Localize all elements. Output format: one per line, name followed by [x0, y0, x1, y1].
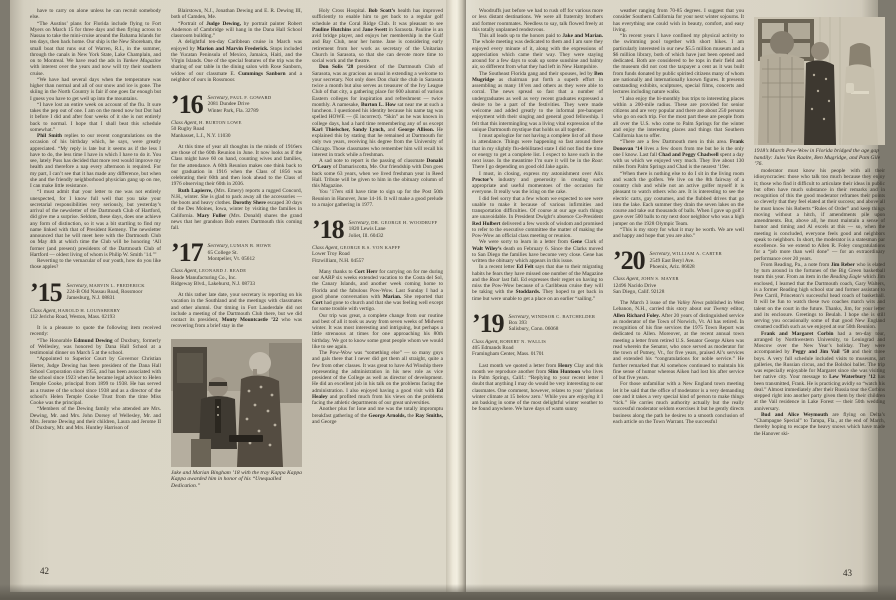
class-agent-block: Class Agent, HAROLD H. LOUNSBERRY 112 Jericho Road, Weston, Mass. 02193: [30, 307, 121, 320]
body-paragraph: You ’17ers still have time to sign up for the Post 50th Reunion in Hanover, June 14-16. It will make a good prelude to a major gathering in 1977.: [312, 189, 443, 208]
class-section-header: [613, 246, 744, 295]
body-paragraph: “I must admit that your letter to me was not entirely unexpected, for I know full well that you take your secretarial responsibilities very seriously, but yesterday’s arrival of the newsletter of the Dartmouth Club of Hartford, did give me a surprise. Seldom, these days, does one achieve any form of distinction, so it was a bit startling to find my name linked with that of President Kemeny. The newsletter announced that he will meet here with the Dartmouth Club on May 4th at which time the Club will be honoring ‘All former (and present) presidents of the Dartmouth Club of Hartford — oldest living of whom is Philip W. Smith ’14.’”: [30, 189, 161, 258]
body-paragraph: Bud and Alice Weymouth are flying on Delta’s “Champagne Special” to Tampa, Fla., at the end of March, thereby hoping to escape the heavy snows which have made the Hanover ski-: [754, 411, 885, 437]
body-paragraph: “Portrait of Judge Dewing, by portrait painter Robert Anderson of Cambridge will hang in the Dana Hall School classroom building.”: [171, 20, 302, 39]
class-agent-block: Class Agent, ROBERT N. WALLIS 405 Edmands Road Framingham Center, Mass. 01701: [472, 338, 547, 358]
body-paragraph: “I also enjoy the bi-monthly bus trips to interesting places within a 200-mile radius. These are provided for senior citizens and are very popular and there are about 250 persons who go on each trip. For the most part these are people from all over the U.S. who come to Palm Springs for the winter and enjoy the interesting places and things that Southern California has to offer.: [613, 95, 744, 139]
body-paragraph: I must, in closing, express my astonishment over Alix Proctor’s industry and generosity in creating such appropriate and useful momentoes of the occasion for everyone. It really was the icing on the cake.: [472, 170, 603, 196]
body-paragraph: We were sorry to learn in a letter from Gene Clark of Walt Wiley’s death on February 6. Since the Clarks moved to San Diego the families have become very close. Gene has written the obituary which appears in this issue.: [472, 239, 603, 264]
class-year-numeral: ’16: [171, 90, 203, 119]
body-paragraph: At this time of year all thoughts in the minds of 1916ers are those of the 60th Reunion in June. It now looks as if the Class might have 60 on hand, counting wives and families, for the attendance. A 60th Reunion makes one think back to our graduation in 1916 when the Class of 1856 was celebrating their 60th and then look ahead to the Class of 1976 observing their 60th in 2036.: [171, 143, 302, 188]
body-paragraph: weather ranging from 70-85 degrees. I suggest that you consider Southern California for your next winter sojourns. It has everything one could wish in beauty, comfort, and easy living.: [613, 8, 744, 33]
bingham-photo-figure: [171, 339, 302, 490]
column-right-1: [472, 8, 603, 574]
page-left: [10, 0, 446, 592]
body-paragraph: Frank and Margaret Corbin had a ten-day tour, arranged by Northwestern University, to Leningrad and Moscow over the New Year’s holiday. They were accompanied by Peggy and Jim Vail ’50 and their three boys. A very full schedule included visits to museums, art galleries, the Russian circus, and the Bolshoi ballet. The trip was especially enjoyable for Margaret since she was visiting her native city. Your message to Lew Waterbury ’12 has been transmitted, Frank. He is practicing avidly so “watch his deal.” Almost immediately after their Russia tour the Corbins stepped right into another party given them by their children at the Vail residence in Lake Forest — their 50th wedding anniversary.: [754, 330, 885, 412]
class-year-numeral: ’15: [30, 277, 62, 307]
column-right-3: [754, 8, 885, 574]
bingham-photo-caption: Jake and Marian Bingham ’18 with the tray Kappa Kappa Kappa awarded him in honor of his “Unequalled Dedication.”: [171, 469, 302, 489]
body-paragraph: Phil Smith replies to our recent congratulations on the occasion of his birthday which, he says, were greatly appreciated. “My reply is late but it seems as if the less I have to do, the less time I have in which I have to do it. You see, lately Puss has decided that more rest would improve my health and therefore a nap every afternoon is required. For my part, I can’t see that it has made any difference, but when she and the friendly neighborhood physician gang up on me, I can make little resistance.: [30, 133, 161, 189]
body-paragraph: “Members of the Dewing family who attended are Mrs. Dewing, Mr. and Mrs. John Dorsey of Wellesley, Mr. and Mrs. Jerome Dewing and their children, Laura and Jerome II of Duxbury, Mr. and Mrs. Huntley Harrison of: [30, 406, 161, 431]
class-secretary-block: Secretary, DR. GEORGE H. WOODRUFF 1820 Lewis Lane Joliet, Ill. 60432: [348, 220, 438, 239]
scan-bottom-shadow: [0, 584, 896, 600]
body-paragraph: Woodruffs just before we had to rush off for various more or less distant destinations. We were all fraternity brothers and former roommates. Needless to say, talk flowed freely at this totally unplanned rendezvous.: [472, 8, 603, 33]
bingham-photo-image: [171, 339, 302, 467]
page-number-left: 42: [40, 566, 49, 576]
body-paragraph: Our trip was great, a complete change from our routine and best of all it took us away from seven weeks of Midwest winter. It was most interesting and intriguing, but perhaps a little strenuous at times for one approaching his 80th birthday. We got to know some great people whom we would like to see again.: [312, 312, 443, 350]
class-secretary-block: Secretary, LUMAN B. HOWE 65 College St. Montpelier, Vt. 05612: [207, 243, 272, 262]
body-paragraph: Holy Cross Hospital. Bob Scott’s health has improved sufficiently to enable him to get back to a regular golf schedule at the Coral Ridge Club. It was pleasant to see Pauline Hutchins and Jane Swett in Sarasota. Pauline is an avid bridge player, and enjoys her membership in the Gulf and Bay Club, near her home. Jane is considering early retirement from her work as secretary of the Unitarian Church in Sarasota, so that she can devote more time to social work and the theatre.: [312, 8, 443, 64]
page-number-right: 43: [843, 568, 852, 578]
body-paragraph: Another plus for Ione and me was the totally impromptu breakfast gathering of the George Arnolds, the Ray Smiths, and George: [312, 406, 443, 425]
class-agent-block: Class Agent, LEONARD J. READE Reade Manufacturing Co., Inc. Ridgeway Blvd., Lakehurst, N.J. 08733: [171, 268, 256, 287]
body-paragraph: have to carry on alone unless he can recruit somebody else.: [30, 8, 161, 21]
powwow-photo-figure: [754, 17, 885, 168]
body-paragraph: “In recent years I have confined my physical activity to the swimming pool together with short hikes. I am particularly interested in our new $5.5 million museum and a $6 million library, both of which have just been opened and dedicated. Both are considered to be tops in their field and the museum did not cost the taxpayer a cent as it was built from funds donated by public spirited citizens many of whom are nationally and internationally known figures. It presents outstanding exhibits, sculptures, special films, concerts and lectures including nature walks.: [613, 33, 744, 96]
class-section-header: [472, 308, 603, 358]
body-paragraph: “We have had several days when the temperature was higher than normal and all of our snow and ice is gone. The skiing in the North Country is fair if one goes far enough but I guess you have to get well up into the mountains.: [30, 76, 161, 102]
page-gutter: [446, 0, 466, 592]
class-secretary-block: Secretary, WINDSOR C. BATCHELDER Box 393 Salisbury, Conn. 06068: [508, 313, 596, 333]
class-secretary-block: Secretary, PAUL F. GOWARD 2081 Dundee Drive Winter Park, Fla. 32789: [207, 95, 272, 114]
bingham-photo: [171, 339, 302, 467]
class-agent-block: Class Agent, GEORGE R.S. VON KAPFF Lower Troy Road Fitzwilliam, N.H. 04557: [312, 245, 401, 264]
class-secretary-block: Secretary, MARVIN L. FREDERICK 224-B Old Nassau Road, Rossmoor Jamesburg, N.J. 08831: [66, 282, 145, 301]
column-right-2: [613, 8, 744, 574]
body-paragraph: moderator must know his people with all their idiosyncracies: those who talk too much because they enjoy it; those who find it difficult to articulate their ideas in public but often have much substance in their remarks and in recognition of this the good moderator reframes their points so cleverly that they feel elated at their success; and above all he must know his Roberts “Rules of Order” and keep things moving without a hitch, if amendments pile upon amendments. But, above all, he must maintain a sense of humor and timing and Al excels at this — so, when the meeting is concluded, everyone feels good and neighbors speak to neighbors. In short, the moderator is a statesman par excellence. So we extend to Allen R. Foley congratulations for a “job more than well done” — for an extraordinary performance over 20 years.: [754, 168, 885, 262]
class-agent-block: Class Agent, JOHN S. MAYER 12496 Nacido Drive San Diego, Calif. 92128: [613, 276, 679, 295]
powwow-photo-image: [754, 17, 885, 145]
body-paragraph: From Reading, Pa., a note from Jim Reber who is elated by turn around in the fortunes of the Big Green basketball team this year. From an item in the Reading Eagle which Jim enclosed, I learned that the Dartmouth coach, Gary Walters, is a former Reading high school star and former assistant to Pete Carril, Princeton’s successful head coach of basketball. It will be fun to watch these two coaches match wits and talent on the court in the future. Thanks, Jim, for your letter and its enclosure. Greetings to Beulah. I hope she is still serving you occasionally some of that good New England creamed codfish such as we enjoyed at our 50th Reunion.: [754, 261, 885, 331]
class-year-numeral: ’20: [613, 246, 645, 276]
body-paragraph: A sad note to report is the passing of classmate Donald O’Leary of Damariscotta, Me. Our friendship with Don goes back some 63 years, when we lived freshman year in Reed Hall. Tribute will be given to him in the obituary column of this Magazine.: [312, 158, 443, 189]
left-page-columns: [30, 8, 443, 574]
class-agent-block: Class Agent, H. BURTON LOWE 50 Rugby Road Manhasset, L.I., N.Y. 11030: [171, 120, 242, 139]
body-paragraph: Many thanks to Cort Herr for carrying on for me during our AARP six weeks extended vacation to the Costa del Sol, the Canary Islands, and another week coming home to Florida and the fabulous Pow-Wow. Last Sunday I had a good phone conversation with Marian. She reported that Cort had gone to church and that she was feeling well except for some trouble with vertigo.: [312, 268, 443, 313]
body-paragraph: At this rather late date, your secretary is reporting on his vacation in the Southland and the meetings with classmates and other alumni. Our timing in Fort Lauderdale did not include a meeting of the Dartmouth Club there, but we did contact its president, Monty Mountcastle ’22 who was recovering from a brief stay in the: [171, 292, 302, 330]
body-paragraph: The Pow-Wow was “something else” — so many guys and gals there that I never did get them all straight, quite a few from other classes. It was great to have Ad Winship there representing the administration in his new role as vice president of the College as well as director of development. He did an excellent job in his talk on the problems facing the administration. I also enjoyed having a good visit with Ed Healey and profited much from his views on the problems facing the athletic departments of our great universities.: [312, 350, 443, 406]
class-year-numeral: ’17: [171, 238, 203, 268]
body-paragraph: A delightful ten-day Caribbean cruise in March was enjoyed by Marion and Marvin Frederick. Stops included the Yucatan Peninsula of Mexico, Jamaica, Haiti, and the Virgin Islands. One of the special features of the trip was the sharing of our table in the dining salon with Rose Sanborn, widow of our classmate E. Cummings Sanborn and a neighbor of ours in Rossmoor.: [171, 39, 302, 83]
body-paragraph: “I have lost an entire week on account of the flu. It sure takes the pep out of one. I am on the mend now but Dot had it before I did and after four weeks of it she is not entirely back to normal. I hope that I shall beat this schedule somewhat.”: [30, 101, 161, 133]
body-paragraph: “The Austins’ plans for Florida include flying to Fort Myers on March 15 for three days and then flying across to Nassau to take the mini-cruise around the Bahama Islands for ten days, then back home. Our ship is the New Shoreham, the small boat that runs out of Warren, R.I., in the summer, through the canals in New York State, Lake Champlain, and on to Montreal. We have read the ads in Yankee Magazine with interest over the years and now will try their southern cruise.: [30, 20, 161, 77]
powwow-photo: [754, 17, 885, 145]
column-left-3: [312, 8, 443, 574]
body-paragraph: This all leads up to the honors paid to Jake and Marian. The whole meeting was dedicated to them and I am sure they enjoyed every minute of it, along with the expressions of appreciation which came their way. They were staying around for a few days to soak up some sunshine and balmy air, so different from what they had left in New Hampshire.: [472, 33, 603, 71]
body-paragraph: The Southeast Florida gang and their spouses, led by Ben Mugridge as chairman put forth a superb effort in assembling as many 18’ers and others as they were able to corral. The news spread so fast that a number of undergraduates as well as very recent graduates expressed a desire to be a part of the festivities. They were made welcome and added greatly to the informal pre-banquet enjoyment with their singing and general good fellowship. I felt that this intermingling was a living vital expression of the unique Dartmouth mystique that holds us all together.: [472, 70, 603, 133]
class-section-header: [171, 90, 302, 139]
body-paragraph: “Appointed to Superior Court by Governor Christian Herter, Judge Dewing has been president of the Dana Hall School Corporation since 1955, and has been associated with the school since 1923 when he became legal advisor to Helen Temple Cooke, principal from 1899 to 1938. He has served as a trustee of the school since 1938 and as a director of the school’s Helen Temple Cooke Trust from the time Miss Cooke was the principal.: [30, 356, 161, 406]
body-paragraph: “There are a few Dartmouth men in this area. Frank Donovan ’14 lives a few doors from me but he is the only one I know. Last fall Chad and Peggy Chadwell spent a day with us which we enjoyed very much. They live about 130 miles from Palm Springs and Chad is the nearest ’19er.: [613, 139, 744, 171]
body-paragraph: I did feel sorry that a few whom we expected to see were unable to make it because of various infirmities and transportation difficulties. Of course at our age such things are unavoidable. In President Dwight’s absence Co-President Red Hulbert delivered a few words of wisdom and promised to refer to the executive committee the matter of making the Pow-Wow an official class meeting or reunion.: [472, 195, 603, 239]
page-right: [466, 0, 885, 592]
body-paragraph: The March 3 issue of the Valley News published in West Lebanon, N.H., carried this story about our Twenty editor, Allen Richard Foley. After 20 years of distinguished service as moderator of the Town of Norwich, Vt. Al has retired. In recognition of his fine services the 1975 Town Report was dedicated to Allen. Moreover, at the recent annual town meeting a letter from retired U.S. Senator George Aiken was read wherein the Senator, who once served as moderator for the town of Putney, Vt., for five years, praised Al’s services and extended his “congratulations for noble service.” He further remarked that Al somehow continued to maintain his fine sense of humor whereas Aiken had lost his after service of but five years.: [613, 300, 744, 381]
body-paragraph: For those unfamiliar with a New England town meeting let it be said that the office of moderator is a very demanding one and it takes a very special kind of person to make things “tick.” He carries much authority actually but the really successful moderator seldom exercises it but he gently directs business along the path he desires to a smooth conclusion of each article on the Town Warrant. The successful: [613, 381, 744, 425]
body-paragraph: It is a pleasure to quote the following item received recently:: [30, 325, 161, 338]
column-left-2: [171, 8, 302, 574]
body-paragraph: Don Solis ’28 president of the Dartmouth Club of Sarasota, was as gracious as usual in extending a welcome to your secretary. Not only does Don chair the club in Sarasota twice a month but also serves as treasurer of the Ivy League Club of that city, a gathering place for 600 alumni of various Eastern colleges for inspiration and refreshment — twice monthly. A namesake, Burton L. How sat near me at such a luncheon. I questioned his identity because his name tag was spelled HOWE — (E incorrect). “Skin” as he was known in college days, had a hard time remembering any of us except Karl Thielscher, Sandy Lynch, and George Allison. He explained this by stating that he remained at Dartmouth for only two years, receiving his degree from the University of Chicago. Those classmates who remember him will recall his interest in track while a freshman.: [312, 64, 443, 158]
body-paragraph: Blairstown, N.J., Jonathan Dewing and E. R. Dewing III, both of Camden, Me.: [171, 8, 302, 21]
class-section-header: [171, 238, 302, 287]
class-year-numeral: ’18: [312, 215, 344, 244]
body-paragraph: “When there is nothing else to do I sit in the living room and watch the golfers. We live on the 8th fairway of a country club and while not an active golfer myself it is pleasant to watch others who are. It is interesting to see the electric carts, gay costumes, and the flubbed drives that go into the lake. Each summer they drain the seven lakes on the course and take out thousands of balls. When I gave up golf I gave over 500 balls to my next door neighbor who was a high jumper on the 1928 Olympic Team.: [613, 170, 744, 227]
class-secretary-block: Secretary, WILLIAM A. CARTER 2549 East Beryl Ave. Phoenix, Ariz. 86028: [649, 251, 723, 270]
class-section-header: [30, 277, 161, 321]
powwow-photo-caption: 1918’s March Pow-Wow in Florida bridged the age gap handily: Jules Van Raalte, Ben Mugridge, and Pam Gile ’76.: [754, 148, 881, 168]
right-page-columns: [472, 8, 885, 574]
class-section-header: [312, 215, 443, 264]
body-paragraph: Last month we quoted a letter from Henry Clay and this month we reproduce another from Slim Huntoon who lives in Palm Springs, Calif.: “Replying to your recent letter I doubt that anything I may do would be very interesting to our classmates. One comment, however, relates to your ‘glorious winter climate at 15 below zero.’ While you are enjoying it I am basking in some of the most delightful winter weather to be found anywhere. We have days of warm sunny: [472, 362, 603, 413]
body-paragraph: I must apologize for not having a complete list of all those in attendance. Things were happening so fast around there that in my slightly flu-debilitated state I did not find the time or energy to get a complete list. I expect to have such in the next issue. In the meantime I’m sure it will be in the Roar. There I go depending on good old Jake again.: [472, 133, 603, 171]
body-paragraph: Ruth Lapierre, (Mrs. Emery) reports a rugged Concord, N.H., winter. She is glad to pack away all the accessories — the boots and heavy clothes. Dorothy Shere escaped 30 days of the Des Moines, Iowa, winter by visiting the families in California. Mary Fuller (Mrs. Donald) shares the grand news that her grandson Bob enters Dartmouth this coming fall.: [171, 187, 302, 231]
class-year-numeral: ’19: [472, 308, 504, 338]
body-paragraph: Reverting to the vernacular of our youth, how do you like those apples?: [30, 258, 161, 271]
column-left-1: [30, 8, 161, 574]
body-paragraph: In a recent letter Ed Felt says that due to their migrating habits he fears they have missed one number of the Magazine and the Roar last fall. Ed expresses their regret on having to miss the Pow-Wow because of a Caribbean cruise they will be taking with the Stoddards. They hoped to get back in time but were unable to get a place on an earlier “sailing.”: [472, 264, 603, 302]
body-paragraph: “This is my story for what it may be worth. We are well and happy and hope that you are also.”: [613, 226, 744, 239]
body-paragraph: “The Honorable Edmund Dewing of Duxbury, formerly of Wellesley, was honored by Dana Hall School at a testimonial dinner on March 5 at the school.: [30, 337, 161, 356]
